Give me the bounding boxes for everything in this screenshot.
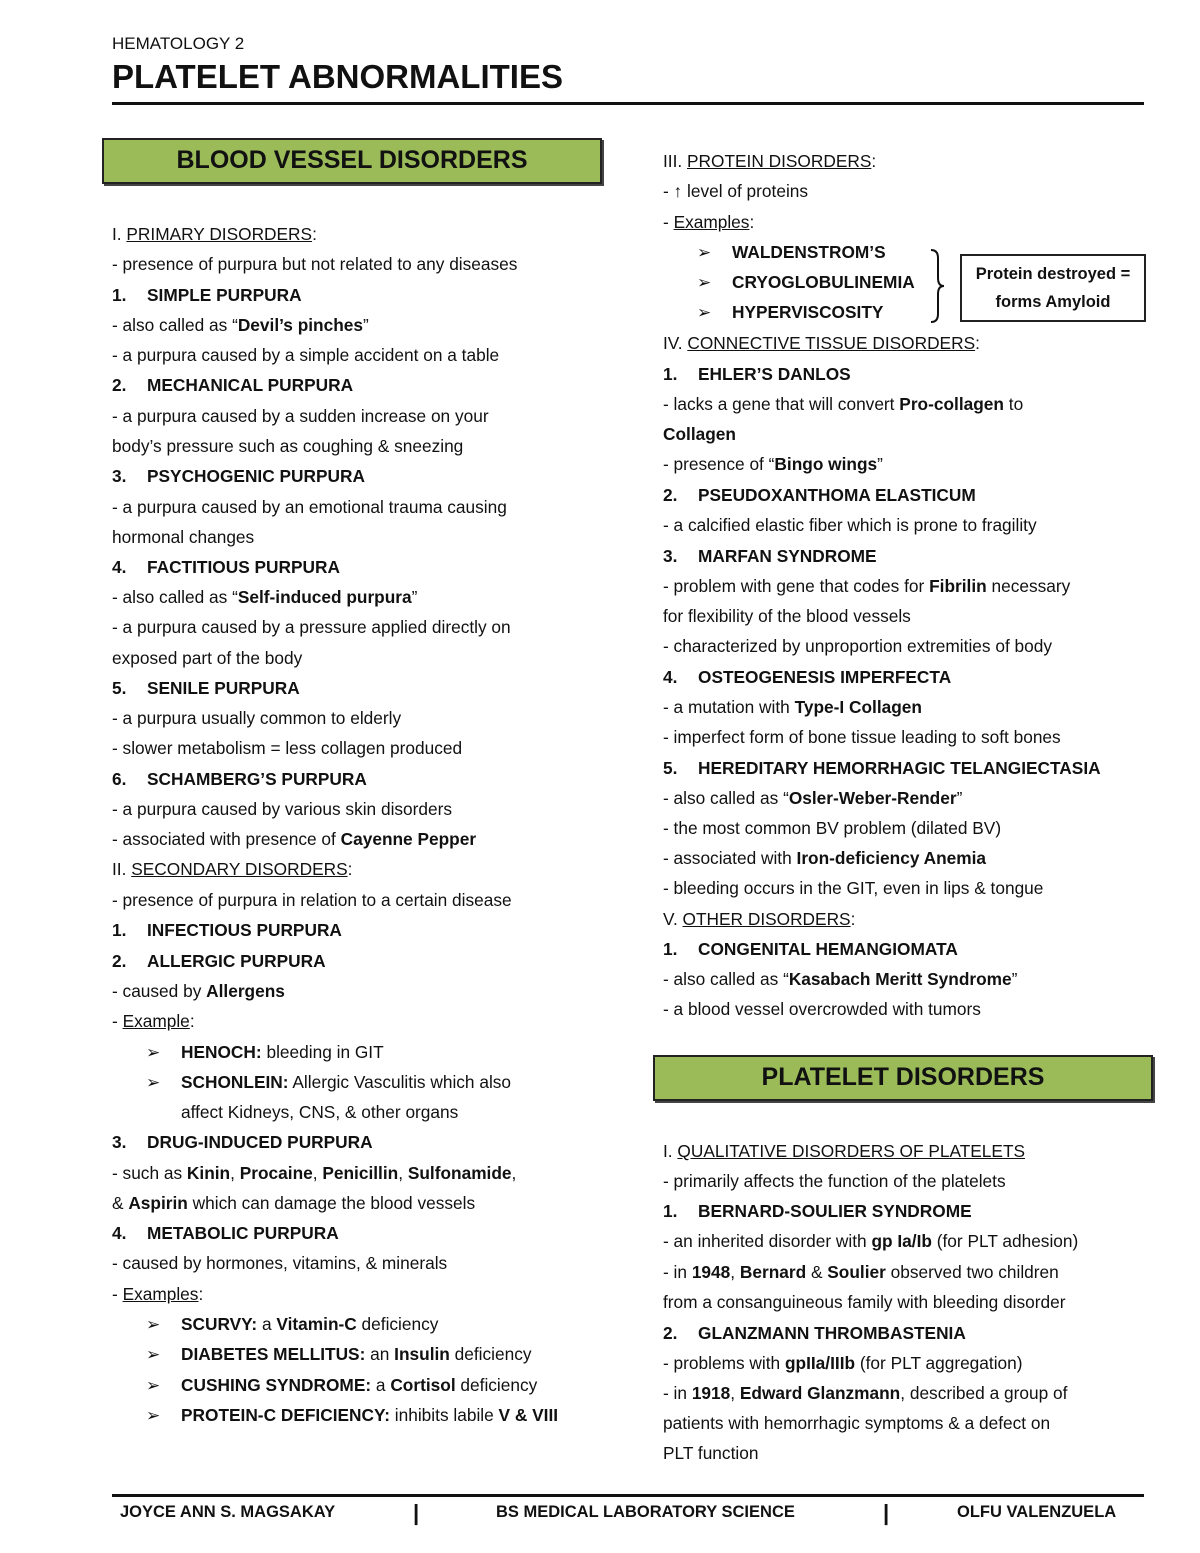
arrow-bullet-icon: ➢ bbox=[697, 273, 712, 292]
protein-note-box bbox=[960, 254, 1146, 322]
primary-desc: - presence of purpura but not related to any diseases bbox=[112, 254, 518, 274]
qualitative-d1: - primarily affects the function of the platelets bbox=[663, 1171, 1006, 1191]
item-allergic: 2. ALLERGIC PURPURA bbox=[112, 951, 326, 971]
item-drug: 3. DRUG-INDUCED PURPURA bbox=[112, 1132, 373, 1152]
section-qualitative: I. QUALITATIVE DISORDERS OF PLATELETS bbox=[663, 1141, 1026, 1161]
cryoglobulinemia-item: ➢ CRYOGLOBULINEMIA bbox=[697, 270, 915, 295]
hht-d2: - the most common BV problem (dilated BV) bbox=[663, 818, 1002, 838]
protein-d1: - ↑ level of proteins bbox=[663, 181, 809, 201]
marfan-d3: - characterized by unproportion extremities of body bbox=[663, 636, 1053, 656]
item-marfan: 3. MARFAN SYNDROME bbox=[663, 546, 877, 566]
senile-d1: - a purpura usually common to elderly bbox=[112, 708, 402, 728]
arrow-bullet-icon: ➢ bbox=[697, 243, 712, 262]
ehlers-d2: Collagen bbox=[663, 424, 736, 444]
bernard-d3: from a consanguineous family with bleeding disorder bbox=[663, 1292, 1066, 1312]
arrow-bullet-icon: ➢ bbox=[146, 1406, 161, 1425]
right-brace-icon bbox=[929, 248, 945, 324]
glanzmann-d4: PLT function bbox=[663, 1443, 759, 1463]
item-mechanical: 2. MECHANICAL PURPURA bbox=[112, 375, 354, 395]
course-label: HEMATOLOGY 2 bbox=[112, 34, 245, 53]
footer-separator: | bbox=[883, 1500, 890, 1525]
diabetes-item: ➢ DIABETES MELLITUS: an Insulin deficiency bbox=[146, 1342, 532, 1367]
factitious-d2: - a purpura caused by a pressure applied directly on bbox=[112, 617, 511, 637]
drug-d2: & Aspirin which can damage the blood vessels bbox=[112, 1193, 476, 1213]
psychogenic-d2: hormonal changes bbox=[112, 527, 255, 547]
mechanical-d2: body’s pressure such as coughing & sneezing bbox=[112, 436, 464, 456]
glanzmann-d2: - in 1918, Edward Glanzmann, described a group of bbox=[663, 1383, 1068, 1403]
psychogenic-d1: - a purpura caused by an emotional trauma causing bbox=[112, 497, 507, 517]
schonlein-cont: affect Kidneys, CNS, & other organs bbox=[181, 1102, 459, 1122]
factitious-d1: - also called as “Self-induced purpura” bbox=[112, 587, 418, 607]
item-ehlers: 1. EHLER’S DANLOS bbox=[663, 364, 851, 384]
arrow-bullet-icon: ➢ bbox=[146, 1376, 161, 1395]
allergic-d1: - caused by Allergens bbox=[112, 981, 285, 1001]
schamberg-d1: - a purpura caused by various skin disorders bbox=[112, 799, 453, 819]
item-psychogenic: 3. PSYCHOGENIC PURPURA bbox=[112, 466, 365, 486]
simple-d1: - also called as “Devil’s pinches” bbox=[112, 315, 369, 335]
waldenstrom-item: ➢ WALDENSTROM’S bbox=[697, 240, 886, 265]
secondary-desc: - presence of purpura in relation to a certain disease bbox=[112, 890, 512, 910]
item-senile: 5. SENILE PURPURA bbox=[112, 678, 300, 698]
protein-examples: - Examples: bbox=[663, 212, 755, 232]
senile-d2: - slower metabolism = less collagen produced bbox=[112, 738, 463, 758]
scurvy-item: ➢ SCURVY: a Vitamin-C deficiency bbox=[146, 1312, 438, 1337]
cushing-item: ➢ CUSHING SYNDROME: a Cortisol deficiency bbox=[146, 1373, 537, 1398]
schonlein-item: ➢ SCHONLEIN: Allergic Vasculitis which also bbox=[146, 1070, 511, 1095]
arrow-bullet-icon: ➢ bbox=[146, 1345, 161, 1364]
arrow-bullet-icon: ➢ bbox=[697, 303, 712, 322]
bernard-d2: - in 1948, Bernard & Soulier observed two children bbox=[663, 1262, 1059, 1282]
proteinc-item: ➢ PROTEIN-C DEFICIENCY: inhibits labile V & VIII bbox=[146, 1403, 558, 1428]
drug-d1: - such as Kinin, Procaine, Penicillin, Sulfonamide, bbox=[112, 1163, 517, 1183]
footer-program: BS MEDICAL LABORATORY SCIENCE bbox=[496, 1503, 795, 1521]
mechanical-d1: - a purpura caused by a sudden increase on your bbox=[112, 406, 489, 426]
item-simple: 1. SIMPLE PURPURA bbox=[112, 285, 302, 305]
schamberg-d2: - associated with presence of Cayenne Pepper bbox=[112, 829, 477, 849]
footer-divider bbox=[112, 1494, 1144, 1497]
footer-school: OLFU VALENZUELA bbox=[957, 1503, 1117, 1521]
item-hht: 5. HEREDITARY HEMORRHAGIC TELANGIECTASIA bbox=[663, 758, 1101, 778]
osteo-d2: - imperfect form of bone tissue leading to soft bones bbox=[663, 727, 1061, 747]
section-secondary: II. SECONDARY DISORDERS: bbox=[112, 859, 353, 879]
section-other: V. OTHER DISORDERS: bbox=[663, 909, 856, 929]
marfan-d2: for flexibility of the blood vessels bbox=[663, 606, 911, 626]
hyperviscosity-item: ➢ HYPERVISCOSITY bbox=[697, 300, 883, 325]
item-glanzmann: 2. GLANZMANN THROMBASTENIA bbox=[663, 1323, 966, 1343]
henoch-item: ➢ HENOCH: bleeding in GIT bbox=[146, 1040, 384, 1065]
banner-blood-vessel: BLOOD VESSEL DISORDERS bbox=[102, 138, 602, 184]
section-primary: I. PRIMARY DISORDERS: bbox=[112, 224, 317, 244]
bernard-d1: - an inherited disorder with gp Ia/Ib (for PLT adhesion) bbox=[663, 1231, 1079, 1251]
hht-d3: - associated with Iron-deficiency Anemia bbox=[663, 848, 987, 868]
ehlers-d1: - lacks a gene that will convert Pro-collagen to bbox=[663, 394, 1024, 414]
congenital-d2: - a blood vessel overcrowded with tumors bbox=[663, 999, 981, 1019]
metabolic-d1: - caused by hormones, vitamins, & minerals bbox=[112, 1253, 448, 1273]
footer-separator: | bbox=[413, 1500, 420, 1525]
arrow-bullet-icon: ➢ bbox=[146, 1043, 161, 1062]
protein-note-line1: Protein destroyed = bbox=[975, 265, 1131, 283]
glanzmann-d1: - problems with gpIIa/IIIb (for PLT aggregation) bbox=[663, 1353, 1023, 1373]
page-title: PLATELET ABNORMALITIES bbox=[112, 58, 563, 95]
item-factitious: 4. FACTITIOUS PURPURA bbox=[112, 557, 340, 577]
osteo-d1: - a mutation with Type-I Collagen bbox=[663, 697, 922, 717]
section-protein: III. PROTEIN DISORDERS: bbox=[663, 151, 877, 171]
hht-d1: - also called as “Osler-Weber-Render” bbox=[663, 788, 963, 808]
pseudo-d1: - a calcified elastic fiber which is prone to fragility bbox=[663, 515, 1037, 535]
banner-platelet: PLATELET DISORDERS bbox=[653, 1055, 1153, 1101]
congenital-d1: - also called as “Kasabach Meritt Syndrome” bbox=[663, 969, 1018, 989]
section-connective: IV. CONNECTIVE TISSUE DISORDERS: bbox=[663, 333, 980, 353]
marfan-d1: - problem with gene that codes for Fibrilin necessary bbox=[663, 576, 1071, 596]
title-divider bbox=[112, 102, 1144, 105]
allergic-examples: - Example: bbox=[112, 1011, 195, 1031]
arrow-bullet-icon: ➢ bbox=[146, 1315, 161, 1334]
arrow-bullet-icon: ➢ bbox=[146, 1073, 161, 1092]
item-osteo: 4. OSTEOGENESIS IMPERFECTA bbox=[663, 667, 952, 687]
footer-author: JOYCE ANN S. MAGSAKAY bbox=[120, 1503, 336, 1521]
ehlers-d3: - presence of “Bingo wings” bbox=[663, 454, 883, 474]
simple-d2: - a purpura caused by a simple accident on a table bbox=[112, 345, 500, 365]
protein-note-line2: forms Amyloid bbox=[995, 293, 1111, 311]
item-congenital: 1. CONGENITAL HEMANGIOMATA bbox=[663, 939, 958, 959]
item-infectious: 1. INFECTIOUS PURPURA bbox=[112, 920, 342, 940]
factitious-d3: exposed part of the body bbox=[112, 648, 303, 668]
item-bernard: 1. BERNARD-SOULIER SYNDROME bbox=[663, 1201, 972, 1221]
item-pseudo: 2. PSEUDOXANTHOMA ELASTICUM bbox=[663, 485, 976, 505]
hht-d4: - bleeding occurs in the GIT, even in lips & tongue bbox=[663, 878, 1044, 898]
item-metabolic: 4. METABOLIC PURPURA bbox=[112, 1223, 339, 1243]
glanzmann-d3: patients with hemorrhagic symptoms & a defect on bbox=[663, 1413, 1051, 1433]
metabolic-examples: - Examples: bbox=[112, 1284, 204, 1304]
item-schamberg: 6. SCHAMBERG’S PURPURA bbox=[112, 769, 367, 789]
